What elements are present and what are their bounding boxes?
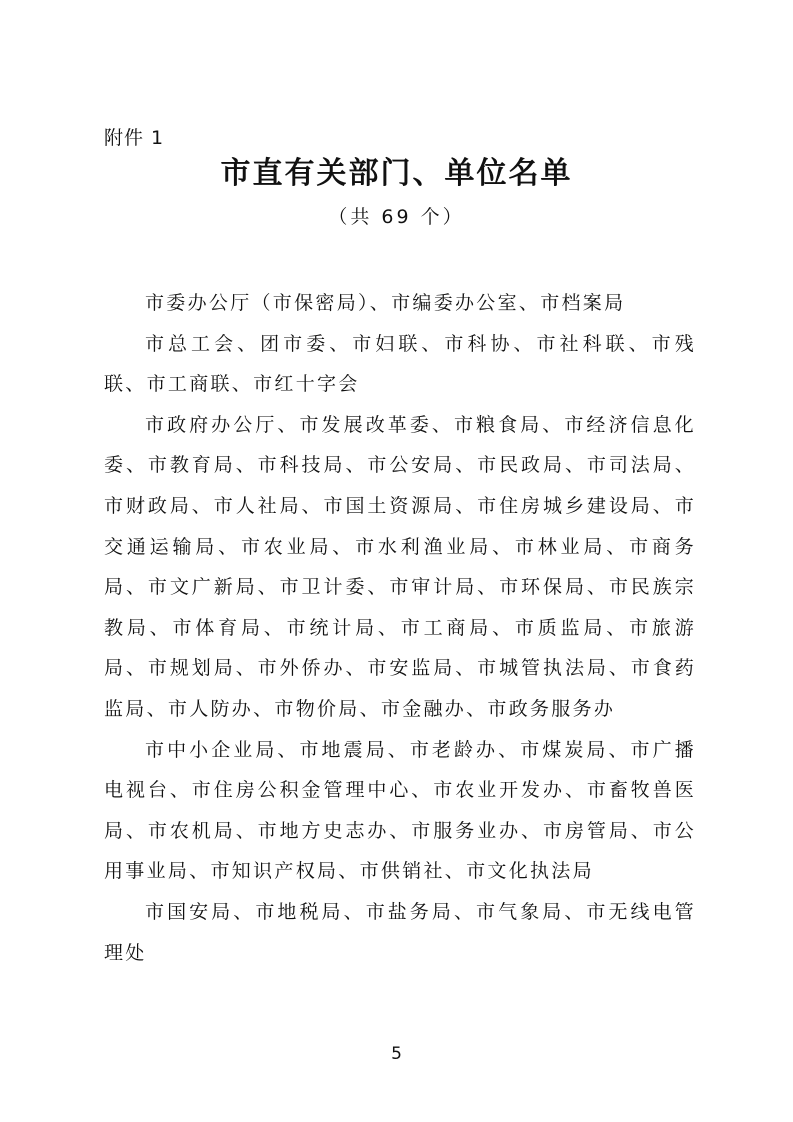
organization-list xyxy=(104,283,696,973)
paragraph-party-organs: 市委办公厅（市保密局）、市编委办公室、市档案局 xyxy=(145,292,626,314)
paragraph-vertical-agencies: 市国安局、市地税局、市盐务局、市气象局、市无线电管理处 xyxy=(104,900,696,964)
page-number: 5 xyxy=(391,1044,402,1064)
paragraph-affiliated-units: 市中小企业局、市地震局、市老龄办、市煤炭局、市广播电视台、市住房公积金管理中心、市农业开发办、市畜牧兽医局、市农机局、市地方史志办、市服务业办、市房管局、市公用事业局、市知识产权局、市供销社、市文化执法局 xyxy=(104,738,696,883)
document-title: 市直有关部门、单位名单 xyxy=(220,156,573,191)
paragraph-government-departments: 市政府办公厅、市发展改革委、市粮食局、市经济信息化委、市教育局、市科技局、市公安局、市民政局、市司法局、市财政局、市人社局、市国土资源局、市住房城乡建设局、市交通运输局、市农业局、市水利渔业局、市林业局、市商务局、市文广新局、市卫计委、市审计局、市环保局、市民族宗教局、市体育局、市统计局、市工商局、市质监局、市旅游局、市规划局、市外侨办、市安监局、市城管执法局、市食药监局、市人防办、市物价局、市金融办、市政务服务办 xyxy=(104,413,696,720)
attachment-label: 附件 1 xyxy=(104,127,165,149)
paragraph-mass-organizations: 市总工会、团市委、市妇联、市科协、市社科联、市残联、市工商联、市红十字会 xyxy=(104,332,696,396)
document-subtitle: （共 69 个） xyxy=(328,206,465,228)
